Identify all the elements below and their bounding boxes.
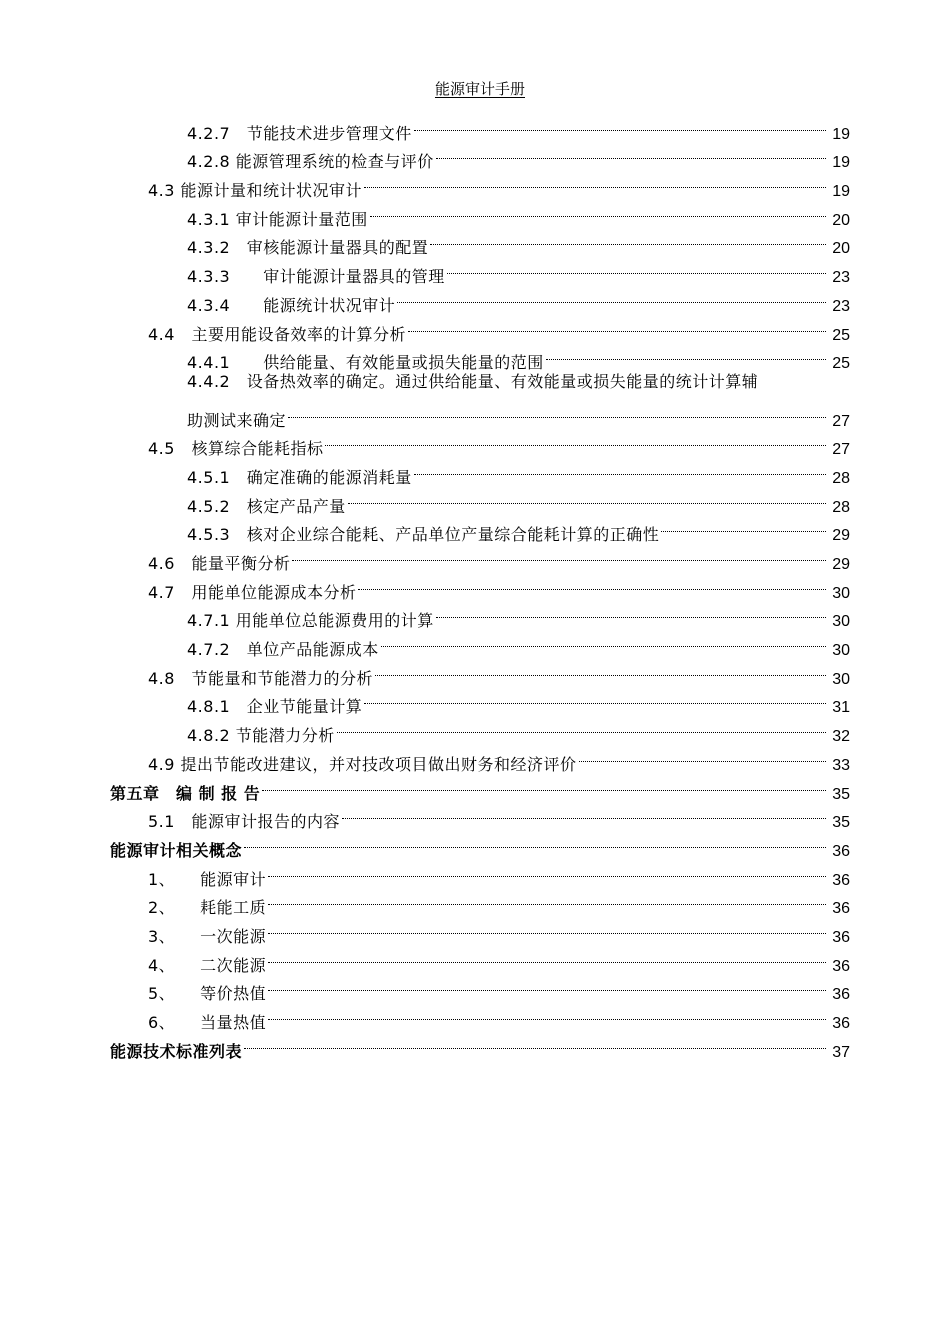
toc-entry[interactable]: [0, 569, 950, 602]
toc-entry[interactable]: [0, 598, 950, 631]
toc-entry-page: 29: [832, 556, 850, 573]
toc-leader-dots: [375, 655, 826, 684]
toc-entry-page: 19: [832, 125, 850, 143]
toc-entry-title: 4.4 主要用能设备效率的计算分析: [148, 324, 406, 344]
toc-leader-dots: [370, 196, 826, 225]
toc-entry[interactable]: [0, 741, 950, 774]
toc-entry-page: 23: [832, 269, 850, 287]
toc-entry-title: 能源审计相关概念: [110, 840, 243, 860]
toc-entry-page: 30: [832, 670, 850, 688]
toc-entry[interactable]: [0, 856, 950, 889]
toc-leader-dots: [268, 885, 826, 914]
toc-leader-dots: [414, 110, 826, 139]
toc-leader-dots: [268, 856, 826, 885]
toc-entry-page: 35: [832, 814, 850, 832]
toc-entry-page: 32: [832, 728, 850, 746]
toc-entry-page: 30: [832, 584, 850, 602]
toc-entry-title: 5、 等价热值: [148, 984, 267, 1004]
toc-entry-title: 能源技术标准列表: [110, 1041, 243, 1061]
toc-entry-page: 27: [832, 441, 850, 459]
toc-entry[interactable]: [0, 770, 950, 803]
toc-leader-dots: [292, 540, 826, 569]
toc-entry[interactable]: [0, 368, 950, 397]
toc-leader-dots: [364, 684, 826, 713]
toc-leader-dots: [447, 253, 826, 282]
toc-entry[interactable]: [0, 282, 950, 315]
toc-entry-page: 19: [832, 154, 850, 172]
toc-leader-dots: [348, 483, 826, 512]
toc-leader-dots: [381, 626, 826, 655]
toc-entry-title: 4.5.1 确定准确的能源消耗量: [187, 467, 412, 487]
toc-leader-dots: [364, 167, 826, 196]
toc-entry-page: 28: [832, 498, 850, 516]
toc-leader-dots: [288, 397, 826, 426]
toc-entry[interactable]: [0, 311, 950, 344]
toc-entry-page: 20: [832, 211, 850, 229]
toc-entry-title: 4.4.1 供给能量、有效能量或损失能量的范围: [187, 353, 544, 373]
toc-entry[interactable]: [0, 1028, 950, 1061]
toc-entry[interactable]: [0, 225, 950, 258]
toc-entry[interactable]: [0, 340, 950, 373]
toc-entry[interactable]: [0, 799, 950, 832]
toc-leader-dots: [337, 712, 826, 741]
toc-entry[interactable]: [0, 712, 950, 746]
toc-entry-page: 30: [832, 642, 850, 660]
toc-entry-title: 4、 二次能源: [148, 955, 267, 975]
toc-entry-title: 2、 耗能工质: [148, 898, 267, 918]
toc-leader-dots: [546, 340, 826, 369]
toc-leader-dots: [268, 971, 826, 1000]
toc-entry-title: 4.5 核算综合能耗指标: [148, 439, 324, 459]
toc-entry-page: 25: [832, 326, 850, 344]
toc-leader-dots: [436, 139, 826, 168]
toc-entry[interactable]: [0, 655, 950, 688]
toc-leader-dots: [262, 770, 826, 799]
toc-leader-dots: [244, 827, 826, 856]
toc-entry-title: 4.4.2 设备热效率的确定。通过供给能量、有效能量或损失能量的统计计算辅: [187, 372, 759, 392]
toc-entry-page: 37: [832, 1043, 850, 1061]
toc-entry-title: 1、 能源审计: [148, 869, 267, 889]
toc-entry-page: 36: [832, 986, 850, 1004]
toc-leader-dots: [414, 454, 826, 483]
toc-entry-title: 4.7.2 单位产品能源成本: [187, 640, 379, 660]
toc-entry[interactable]: [0, 196, 950, 229]
toc-entry[interactable]: [0, 942, 950, 975]
toc-entry-page: 29: [832, 527, 850, 545]
toc-entry[interactable]: [0, 253, 950, 287]
toc-entry-page: 36: [832, 1015, 850, 1032]
toc-entry-title: 4.7.1 用能单位总能源费用的计算: [187, 611, 434, 631]
toc-leader-dots: [397, 282, 826, 311]
toc-leader-dots: [244, 1028, 826, 1057]
toc-entry-title: 4.8.2 节能潜力分析: [187, 726, 335, 746]
header-title: 能源审计手册: [434, 80, 525, 98]
toc-leader-dots: [268, 913, 826, 942]
toc-entry[interactable]: [0, 885, 950, 918]
toc-entry-title: 3、 一次能源: [148, 926, 267, 946]
toc-entry-title: 第五章 编 制 报 告: [110, 783, 261, 803]
toc-entry[interactable]: [0, 684, 950, 717]
toc-entry-title: 5.1 能源审计报告的内容: [148, 812, 340, 832]
toc-leader-dots: [358, 569, 826, 598]
toc-entry-title: 4.3.1 审计能源计量范围: [187, 209, 368, 229]
toc-entry-title: 4.2.8 能源管理系统的检查与评价: [187, 152, 434, 172]
toc-entry[interactable]: [0, 139, 950, 172]
toc-entry-title: 4.9 提出节能改进建议，并对技改项目做出财务和经济评价: [148, 754, 577, 774]
toc-entry[interactable]: [0, 454, 950, 487]
toc-entry-page: 35: [832, 785, 850, 803]
toc-entry[interactable]: [0, 971, 950, 1004]
toc-entry-page: 36: [832, 842, 850, 860]
toc-leader-dots: [408, 311, 826, 340]
toc-entry[interactable]: [0, 483, 950, 516]
toc-entry[interactable]: [0, 626, 950, 660]
toc-leader-dots: [436, 598, 826, 627]
toc-entry-title: 4.3.4 能源统计状况审计: [187, 295, 396, 315]
table-of-contents: [0, 110, 950, 1061]
toc-entry[interactable]: [0, 426, 950, 459]
toc-entry-title: 4.2.7 节能技术进步管理文件: [187, 123, 412, 143]
toc-entry-page: 33: [832, 756, 850, 774]
toc-entry-page: 36: [832, 957, 850, 975]
toc-entry[interactable]: [0, 167, 950, 201]
toc-leader-dots: [268, 942, 826, 971]
toc-entry-page: 20: [832, 240, 850, 258]
toc-entry-title: 4.7 用能单位能源成本分析: [148, 582, 357, 602]
toc-leader-dots: [342, 799, 826, 828]
toc-entry-title: 6、 当量热值: [148, 1013, 267, 1032]
toc-entry-page: 25: [832, 355, 850, 373]
toc-entry-page: 36: [832, 928, 850, 946]
toc-leader-dots: [430, 225, 826, 254]
toc-entry[interactable]: [0, 110, 950, 143]
toc-entry-page: 19: [832, 183, 850, 201]
toc-leader-dots: [268, 999, 826, 1028]
toc-leader-dots: [661, 512, 826, 541]
toc-entry-title: 4.8 节能量和节能潜力的分析: [148, 668, 373, 688]
toc-entry-page: 30: [832, 613, 850, 631]
toc-entry[interactable]: [0, 512, 950, 545]
toc-entry-title: 4.3.3 审计能源计量器具的管理: [187, 267, 445, 287]
toc-leader-dots: [579, 741, 826, 770]
toc-entry-title: 4.3 能源计量和统计状况审计: [148, 181, 363, 201]
toc-entry-title: 4.3.2 审核能源计量器具的配置: [187, 238, 429, 258]
toc-entry-page: 36: [832, 900, 850, 918]
toc-entry-title: 4.6 能量平衡分析: [148, 554, 291, 573]
toc-leader-dots: [325, 426, 826, 455]
toc-entry-title: 4.8.1 企业节能量计算: [187, 697, 363, 717]
page-header: [0, 78, 950, 99]
toc-entry[interactable]: [0, 913, 950, 946]
toc-entry-page: 31: [832, 699, 850, 717]
toc-entry-page: 36: [832, 871, 850, 889]
toc-entry-title: 4.5.2 核定产品产量: [187, 496, 346, 516]
toc-entry-title: 助测试来确定: [187, 410, 287, 430]
toc-entry[interactable]: [0, 540, 950, 573]
toc-entry-title: 4.5.3 核对企业综合能耗、产品单位产量综合能耗计算的正确性: [187, 525, 660, 545]
toc-entry[interactable]: [0, 397, 950, 430]
toc-entry-page: 27: [832, 412, 850, 430]
toc-entry-page: 23: [832, 297, 850, 315]
toc-entry-page: 28: [832, 469, 850, 487]
toc-entry[interactable]: [0, 827, 950, 860]
toc-entry[interactable]: [0, 999, 950, 1032]
